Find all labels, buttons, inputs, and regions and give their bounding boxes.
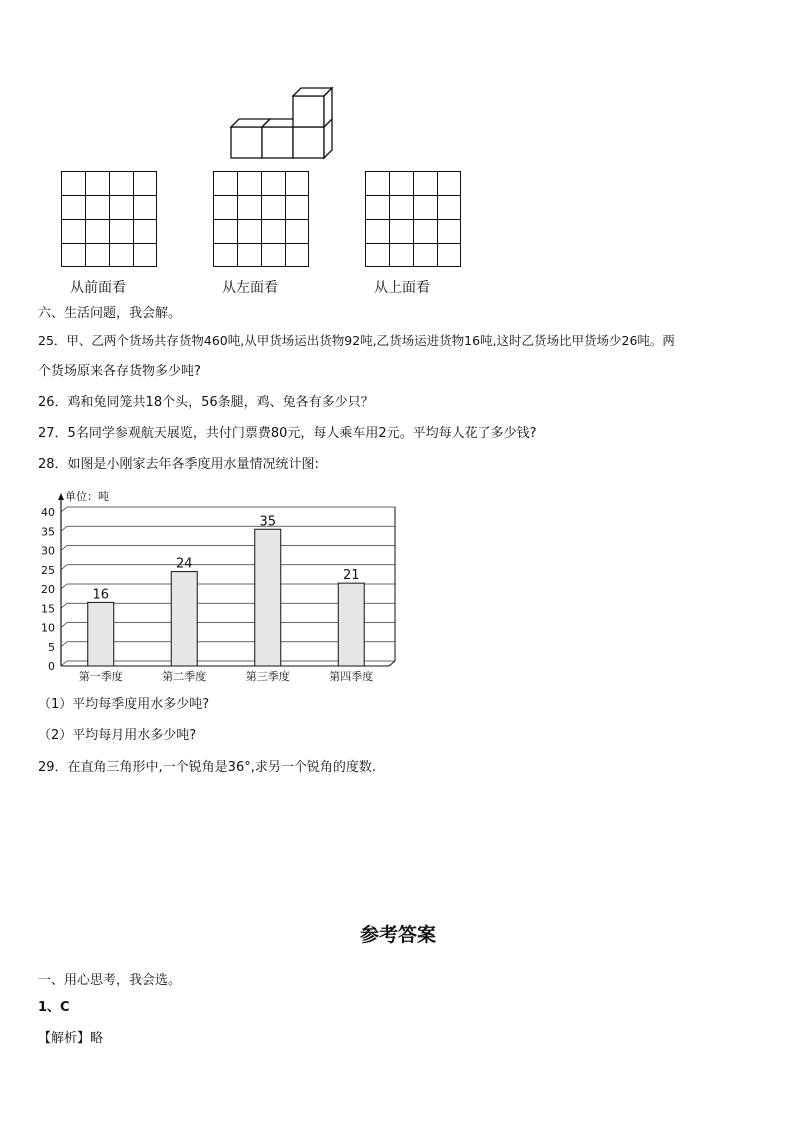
chart-gridline-slant <box>61 565 67 570</box>
chart-y-tick-label: 40 <box>41 506 55 519</box>
water-usage-chart <box>30 484 410 689</box>
question-28: 28．如图是小刚家去年各季度用水量情况统计图: <box>38 457 319 472</box>
chart-y-axis-arrow <box>58 493 64 500</box>
chart-bar-value-label: 21 <box>342 568 360 584</box>
chart-x-axis-slant <box>389 661 395 666</box>
question-28-sub1: （1）平均每季度用水多少吨? <box>38 697 210 712</box>
chart-gridline-slant <box>61 603 67 608</box>
chart-y-ticks <box>41 506 55 673</box>
answer-1: 1、C <box>38 1000 70 1015</box>
chart-bar-labels <box>92 514 359 602</box>
front-view-grid <box>61 171 157 267</box>
question-26: 26．鸡和兔同笼共18个头，56条腿，鸡、兔各有多少只？ <box>38 395 374 410</box>
chart-x-tick-label: 第四季度 <box>329 670 374 683</box>
chart-y-tick-label: 20 <box>41 583 55 596</box>
chart-bars <box>88 529 365 666</box>
chart-x-labels <box>79 669 374 683</box>
chart-y-tick-label: 30 <box>41 544 55 558</box>
chart-gridline-slant <box>61 661 67 666</box>
cube-figure <box>225 85 340 163</box>
answers-title: 参考答案 <box>360 924 437 946</box>
chart-bar <box>338 583 364 666</box>
chart-gridline-slant <box>61 623 67 628</box>
top-view-label: 从上面看 <box>374 280 430 296</box>
left-view-grid <box>213 171 309 267</box>
chart-x-tick-label: 第三季度 <box>245 670 290 683</box>
chart-gridline-slant <box>61 507 67 512</box>
answers-section-1: 一、用心思考，我会选。 <box>38 973 182 988</box>
chart-bar-value-label: 24 <box>175 556 193 572</box>
chart-y-tick-label: 0 <box>48 660 55 673</box>
chart-bar <box>255 529 281 666</box>
question-29: 29．在直角三角形中,一个锐角是36°,求另一个锐角的度数. <box>38 760 376 775</box>
chart-bar <box>88 602 114 666</box>
chart-bar-value-label: 16 <box>92 587 110 603</box>
question-25-line2: 个货场原来各存货物多少吨? <box>38 364 201 379</box>
chart-gridline-slant <box>61 584 67 589</box>
chart-bar <box>171 572 197 666</box>
chart-y-tick-label: 10 <box>41 621 55 635</box>
top-view-grid <box>365 171 461 267</box>
chart-gridline-slant <box>61 546 67 551</box>
chart-x-tick-label: 第一季度 <box>78 670 123 683</box>
left-view-label: 从左面看 <box>222 280 278 296</box>
question-27: 27．5名同学参观航天展览，共付门票费80元，每人乘车用2元。平均每人花了多少钱? <box>38 426 537 441</box>
chart-x-tick-label: 第二季度 <box>162 670 207 683</box>
chart-unit-label: 单位：吨 <box>65 490 109 503</box>
chart-gridline-slant <box>61 642 67 647</box>
question-25-line1: 25．甲、乙两个货场共存货物460吨,从甲货场运出货物92吨,乙货场运进货物16吨,这时乙货场比甲货场少26吨。两 <box>38 333 675 348</box>
chart-y-tick-label: 25 <box>41 563 55 577</box>
answer-1-analysis: 【解析】略 <box>38 1031 104 1046</box>
chart-gridline-slant <box>61 526 67 531</box>
question-28-sub2: （2）平均每月用水多少吨? <box>38 728 197 743</box>
chart-bar-value-label: 35 <box>259 514 277 530</box>
chart-y-tick-label: 5 <box>48 640 55 654</box>
chart-y-tick-label: 15 <box>41 602 55 616</box>
front-view-label: 从前面看 <box>70 280 126 296</box>
section-6-heading: 六、生活问题，我会解。 <box>38 306 182 321</box>
chart-y-tick-label: 35 <box>41 525 55 539</box>
